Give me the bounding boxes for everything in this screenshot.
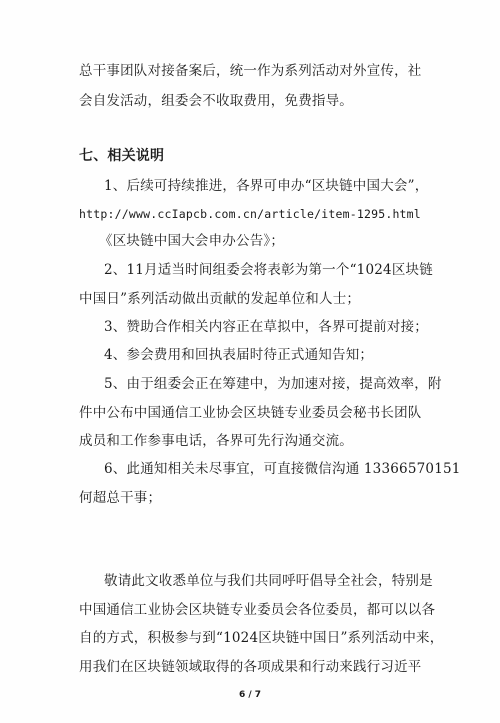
note-line-11: 6、此通知相关未尽事宜，可直接微信沟通 13366570151 [104,461,461,477]
intro-line-2: 会自发活动，组委会不收取费用，免费指导。 [79,93,353,109]
note-line-7: 4、参会费用和回执表届时待正式通知告知； [104,347,374,363]
closing-line-1: 敬请此文收悉单位与我们共同呼吁倡导全社会，特别是 [104,573,433,589]
note-line-12: 何超总干事； [79,490,162,506]
note-line-8: 5、由于组委会正在筹建中，为加速对接，提高效率，附 [104,376,442,392]
intro-line-1: 总干事团队对接备案后，统一作为系列活动对外宣传，社 [79,63,422,79]
closing-line-4: 用我们在区块链领域取得的各项成果和行动来践行习近平 [79,659,422,675]
page-number: 6 / 7 [238,690,262,700]
note-line-6: 3、赞助合作相关内容正在草拟中，各界可提前对接； [104,319,428,335]
closing-line-2: 中国通信工业协会区块链专业委员会各位委员，都可以以各 [79,602,436,618]
closing-line-3: 自的方式，积极参与到“1024区块链中国日”系列活动中来， [79,630,444,646]
note-line-9: 件中公布中国通信工业协会区块链专业委员会秘书长团队 [79,405,422,421]
section-heading: 七、相关说明 [79,148,165,164]
note-line-4: 2、11月适当时间组委会将表彰为第一个“1024区块链 [104,262,433,278]
note-line-5: 中国日”系列活动做出贡献的发起单位和人士； [79,291,361,307]
note-line-1: 1、后续可持续推进，各界可申办“区块链中国大会”， [104,178,429,194]
note-url: http://www.ccIapcb.com.cn/article/item-1295.html [79,207,421,221]
note-line-3: 《区块链中国大会申办公告》； [99,233,285,249]
note-line-10: 成员和工作参事电话，各界可先行沟通交流。 [79,433,353,449]
